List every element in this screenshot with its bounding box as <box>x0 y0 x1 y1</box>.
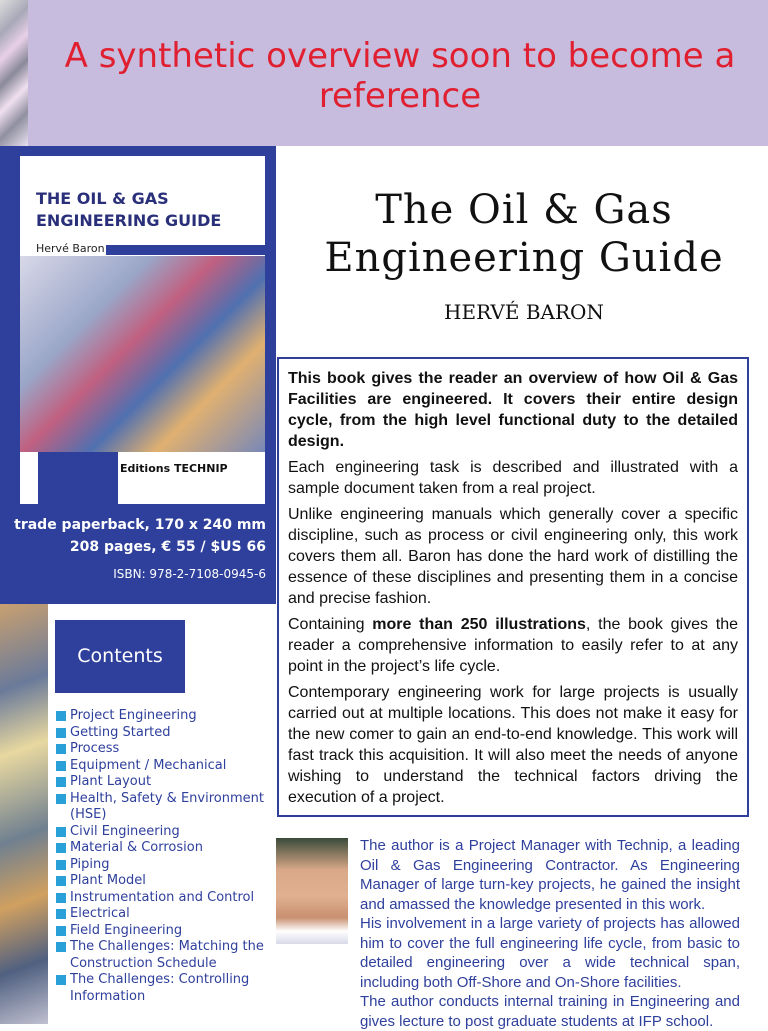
contents-item: Process <box>56 741 276 758</box>
description <box>288 368 738 813</box>
contents-list <box>56 708 276 1005</box>
decorative-image-strip-left <box>0 604 48 1024</box>
contents-item: Civil Engineering <box>56 824 276 841</box>
book-isbn: ISBN: 978-2-7108-0945-6 <box>113 567 266 581</box>
bullet-square-icon <box>56 860 66 870</box>
bullet-square-icon <box>56 728 66 738</box>
description-paragraph: Unlike engineering manuals which generally cover a specific discipline, such as process or civil engineering only, this work covers them all. Baron has done the hard work of distilling the essence of these disciplines and presenting them in a concise and precise fashion. <box>288 506 738 607</box>
contents-item: Health, Safety & Environment (HSE) <box>56 791 276 824</box>
cover-publisher: Editions TECHNIP <box>120 462 228 475</box>
bullet-square-icon <box>56 761 66 771</box>
contents-item: Equipment / Mechanical <box>56 758 276 775</box>
bullet-square-icon <box>56 975 66 985</box>
contents-item: Piping <box>56 857 276 874</box>
contents-item: The Challenges: Matching the Construction Schedule <box>56 939 276 972</box>
contents-item: Instrumentation and Control <box>56 890 276 907</box>
book-pages-price: 208 pages, € 55 / $US 66 <box>69 539 266 555</box>
cover-title: THE OIL & GAS ENGINEERING GUIDE <box>36 189 222 230</box>
contents-item: Electrical <box>56 906 276 923</box>
contents-item: Plant Layout <box>56 774 276 791</box>
bullet-square-icon <box>56 777 66 787</box>
cover-accent-bar <box>106 245 265 255</box>
bullet-square-icon <box>56 942 66 952</box>
cover-accent-block <box>38 452 118 504</box>
cover-plant-image <box>20 256 265 452</box>
contents-item: Getting Started <box>56 725 276 742</box>
bullet-square-icon <box>56 876 66 886</box>
description-paragraph: Containing more than 250 illustrations, the book gives the reader a comprehensive information to easily refer to at any point in the project’s life cycle. <box>288 616 738 675</box>
bio-paragraph: His involvement in a large variety of projects has allowed him to cover the full engineering life cycle, from basic to detailed engineering over a wide technical span, including both Off-Shore and On-Shore facilities. <box>360 915 740 991</box>
contents-heading: Contents <box>55 620 185 693</box>
contents-item: Material & Corrosion <box>56 840 276 857</box>
decorative-image-strip-top <box>0 0 28 146</box>
book-title: The Oil & Gas Engineering Guide <box>324 187 724 281</box>
bullet-square-icon <box>56 909 66 919</box>
author-bio <box>360 836 740 1031</box>
description-paragraph: Contemporary engineering work for large projects is usually carried out at multiple locations. This does not make it easy for the new comer to gain an end-to-end knowledge. This work will fast track this acquisition. It will also meet the needs of anyone wishing to understand the technical factors driving the execution of a project. <box>288 684 738 806</box>
book-format: trade paperback, 170 x 240 mm <box>14 517 266 533</box>
description-lead: This book gives the reader an overview of how Oil & Gas Facilities are engineered. It covers their entire design cycle, from the high level functional duty to the detailed design. <box>288 370 738 450</box>
author-photo <box>276 838 348 944</box>
bio-paragraph: The author is a Project Manager with Technip, a leading Oil & Gas Engineering Contractor. As Engineering Manager of large turn-key projects, he gained the insight and amassed the knowledge presented in this work. <box>360 837 740 913</box>
contents-item: Plant Model <box>56 873 276 890</box>
bullet-square-icon <box>56 843 66 853</box>
description-paragraph: Each engineering task is described and illustrated with a sample document taken from a real project. <box>288 459 738 497</box>
bio-paragraph: The author conducts internal training in Engineering and gives lecture to post graduate students at IFP school. <box>360 993 740 1030</box>
bullet-square-icon <box>56 926 66 936</box>
contents-item: Project Engineering <box>56 708 276 725</box>
contents-item: The Challenges: Controlling Information <box>56 972 276 1005</box>
bullet-square-icon <box>56 711 66 721</box>
headline: A synthetic overview soon to become a reference <box>64 36 736 116</box>
contents-item: Field Engineering <box>56 923 276 940</box>
cover-author: Hervé Baron <box>36 242 105 255</box>
bullet-square-icon <box>56 827 66 837</box>
bullet-square-icon <box>56 893 66 903</box>
book-specs <box>10 514 266 558</box>
book-author: HERVÉ BARON <box>444 300 604 324</box>
bullet-square-icon <box>56 744 66 754</box>
bullet-square-icon <box>56 794 66 804</box>
